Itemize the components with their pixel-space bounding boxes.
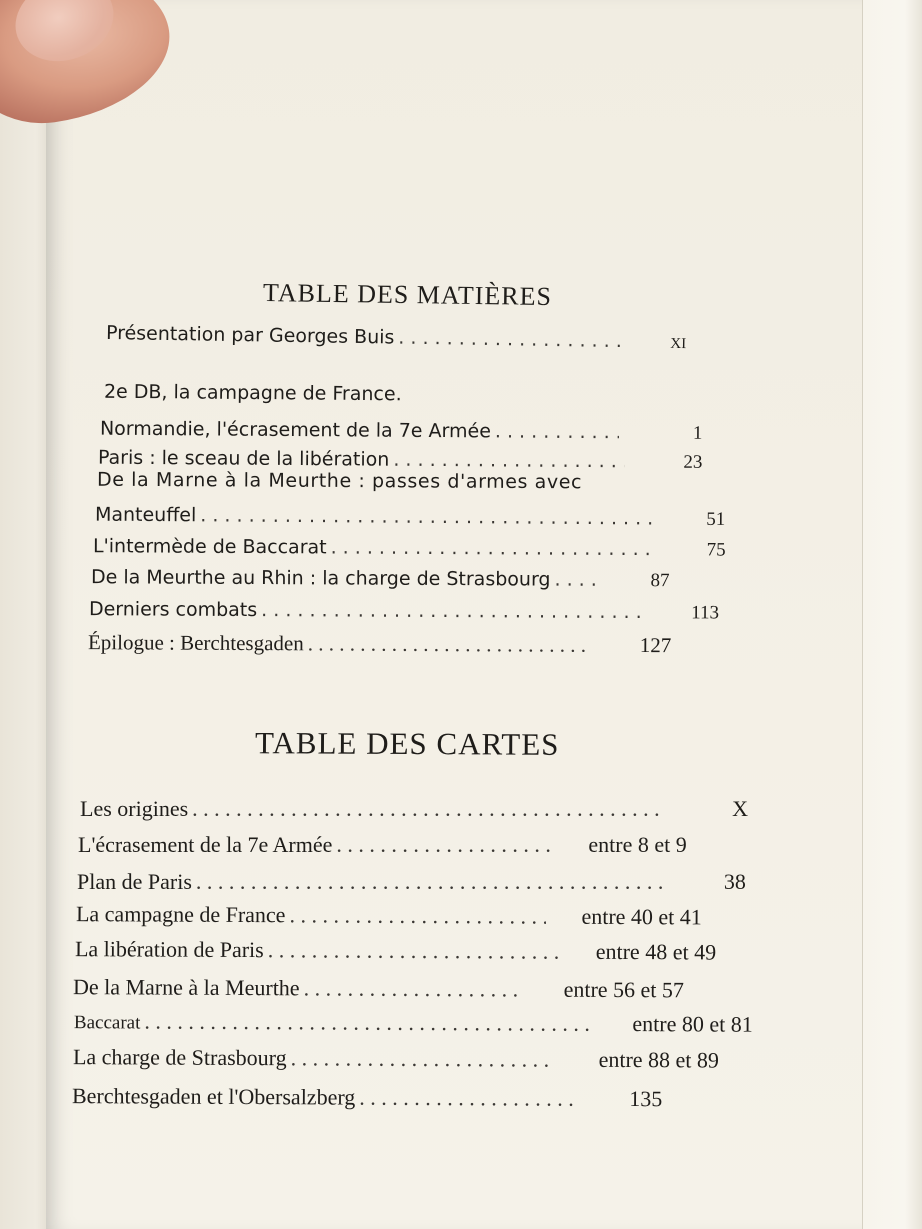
map-page: entre 88 et 89 [598,1046,720,1073]
map-label: Plan de Paris [77,869,192,894]
map-label: La campagne de France [75,901,286,928]
leader-dots [359,1085,579,1112]
map-page: entre 40 et 41 [581,903,702,930]
toc-page: 127 [639,633,672,658]
toc-label: Normandie, l'écrasement de la 7e Armée [99,417,492,443]
toc-label-line1: De la Marne à la Meurthe : passes d'armes avec [96,468,583,494]
map-row [80,792,780,822]
maps-title: TABLE DES CARTES [254,725,560,762]
toc-title: TABLE DES MATIÈRES [262,277,553,312]
map-label: L'écrasement de la 7e Armée [78,832,333,857]
map-row [74,996,790,1038]
map-row [76,897,786,931]
leader-dots [289,902,545,929]
toc-row [89,593,789,625]
toc-row-presentation [106,322,742,354]
map-page: 38 [723,869,746,894]
map-label: Les origines [80,796,189,821]
toc-row [91,561,791,593]
map-page: X [732,796,749,821]
leader-dots [268,937,558,965]
leader-dots [554,569,596,591]
toc-part-title-text: 2e DB, la campagne de France. [103,380,402,406]
map-label: Berchtesgaden et l'Obersalzberg [71,1083,356,1110]
toc-page: 75 [706,539,726,561]
leader-dots [336,832,554,858]
leader-dots [196,869,664,895]
toc-page: 87 [650,570,670,592]
map-page: entre 48 et 49 [595,938,717,965]
map-page: entre 8 et 9 [588,832,687,857]
leader-dots [192,796,662,822]
map-page: entre 56 et 57 [563,976,685,1003]
leader-dots [200,504,652,529]
map-label: La charge de Strasbourg [72,1044,287,1071]
leader-dots [144,1008,594,1036]
toc-page: XI [670,335,687,353]
toc-page: 113 [691,602,720,624]
toc-label: Présentation par Georges Buis [105,322,395,349]
map-label: La libération de Paris [74,936,264,963]
map-page: 135 [629,1086,663,1112]
toc-label: Derniers combats [88,598,258,622]
toc-page: 51 [706,508,726,530]
toc-row [93,528,783,562]
toc-page: 23 [683,451,703,473]
map-label: De la Marne à la Meurthe [72,974,300,1001]
leader-dots [308,631,592,657]
leader-dots [291,1045,555,1072]
toc-page: 1 [692,422,703,444]
toc-label: L'intermède de Baccarat [92,535,327,559]
toc-row [88,624,788,659]
map-row [75,932,785,966]
toc-part-title [104,381,402,406]
toc-entry-line1 [97,469,582,494]
map-row [72,1073,798,1113]
map-row [77,863,783,895]
toc-label: Manteuffel [94,503,197,527]
map-row [78,828,783,858]
toc-label: De la Meurthe au Rhin : la charge de Strasbourg [90,566,551,591]
map-page: entre 80 et 81 [632,1011,753,1037]
toc-label: Épilogue : Berchtesgaden [87,630,304,656]
map-row [73,1038,793,1074]
leader-dots [331,536,653,560]
leader-dots [393,449,625,473]
map-label: Baccarat [73,1012,141,1034]
toc-label: Paris : le sceau de la libération [97,446,390,471]
toc-row [95,495,785,532]
leader-dots [261,599,649,623]
leader-dots [398,327,626,353]
